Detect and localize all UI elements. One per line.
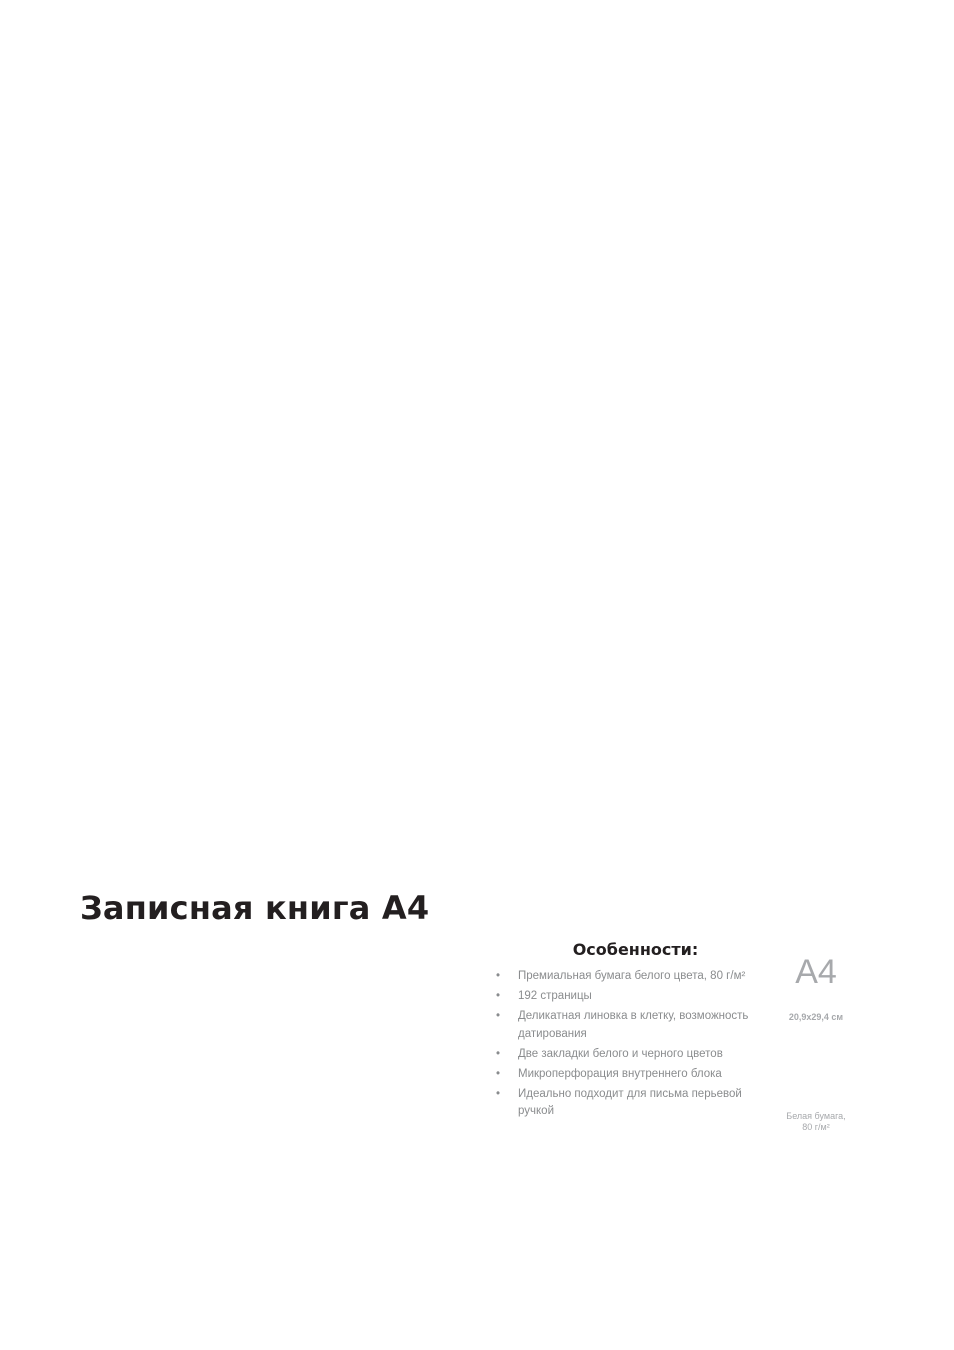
feature-text: Микроперфорация внутреннего блока bbox=[518, 1067, 722, 1080]
bullet-icon: • bbox=[496, 1047, 501, 1060]
bullet-icon: • bbox=[496, 990, 501, 1002]
format-dimensions: 20,9х29,4 см bbox=[788, 1012, 844, 1022]
paper-info bbox=[776, 1111, 856, 1133]
feature-item bbox=[496, 1046, 776, 1064]
feature-item bbox=[496, 1066, 776, 1084]
bullet-icon: • bbox=[496, 1067, 501, 1080]
feature-item bbox=[496, 1008, 776, 1043]
feature-text: Премиальная бумага белого цвета, 80 г/м² bbox=[518, 970, 746, 982]
feature-text: Деликатная линовка в клетку, возможность датирования bbox=[518, 1010, 749, 1040]
product-title: Записная книга A4 bbox=[80, 889, 430, 927]
features-heading: Особенности: bbox=[572, 940, 699, 959]
feature-item bbox=[496, 988, 776, 1006]
paper-type: Белая бумага, bbox=[786, 1111, 846, 1121]
bullet-icon: • bbox=[496, 1010, 501, 1022]
format-label: A4 bbox=[795, 953, 837, 991]
bullet-icon: • bbox=[496, 970, 501, 982]
bullet-icon: • bbox=[496, 1087, 501, 1100]
feature-item bbox=[496, 1086, 776, 1121]
feature-text: 192 страницы bbox=[518, 990, 592, 1002]
feature-text: Идеально подходит для письма перьевой ручкой bbox=[518, 1087, 742, 1117]
paper-weight: 80 г/м² bbox=[802, 1122, 830, 1132]
feature-text: Две закладки белого и черного цветов bbox=[518, 1047, 723, 1060]
feature-item bbox=[496, 968, 776, 986]
features-list bbox=[496, 968, 776, 1123]
